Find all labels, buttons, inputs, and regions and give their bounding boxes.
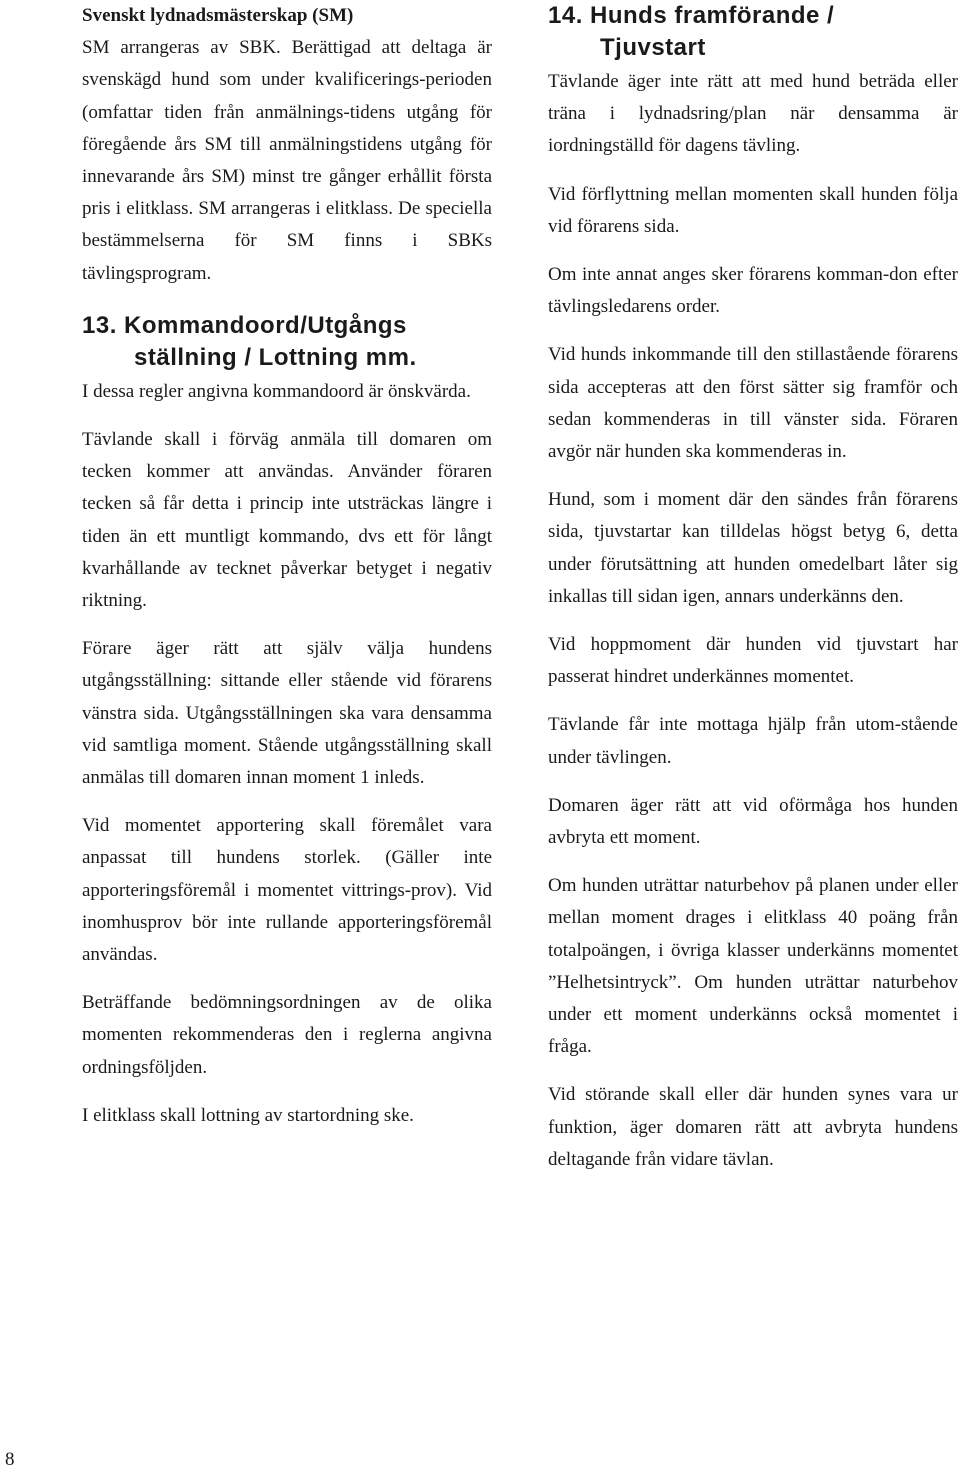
section-14-paragraph-1: Tävlande äger inte rätt att med hund beträda eller träna i lydnadsring/plan när densamma är iordningställd för dagens tävling. [548,71,958,157]
section-14-paragraph-2: Vid förflyttning mellan momenten skall hunden följa vid förarens sida. [548,183,958,237]
section-13-paragraph-3: Förare äger rätt att själv välja hundens utgångsställning: sittande eller stående vid förarens vänstra sida. Utgångsställningen ska vara densamma vid samtliga moment. Stående utgångsställning skall anmälas till domaren innan moment 1 inleds. [82,638,492,789]
section-13-heading-line2: ställning / Lottning mm. [134,343,417,371]
section-14-paragraph-5: Hund, som i moment där den sändes från förarens sida, tjuvstartar kan tilldelas högst betyg 6, detta under förutsättning att hunden omedelbart låter sig inkallas till sidan igen, annars underkänns den. [548,489,958,607]
section-14-paragraph-6: Vid hoppmoment där hunden vid tjuvstart har passerat hindret underkännes momentet. [548,634,958,688]
section-13-heading-line1: 13. Kommandoord/Utgångs [82,311,407,339]
section-14-paragraph-10: Vid störande skall eller där hunden synes vara ur funktion, äger domaren rätt att avbryta hundens deltagande från vidare tävlan. [548,1084,958,1170]
section-13-paragraph-4: Vid momentet apportering skall föremålet vara anpassat till hundens storlek. (Gäller inte apporteringsföremål i momentet vittrings-prov). Vid inomhusprov bör inte rullande apporteringsföremål användas. [82,815,492,966]
left-column [82,0,492,1132]
right-column [548,0,958,1176]
section-13-paragraph-6: I elitklass skall lottning av startordning ske. [82,1104,414,1126]
section-13-heading [82,310,492,374]
section-14-paragraph-8: Domaren äger rätt att vid oförmåga hos hunden avbryta ett moment. [548,794,958,849]
sm-title: Svenskt lydnadsmästerskap (SM) [82,5,354,26]
page-number: 8 [5,1449,15,1470]
sm-paragraph [82,0,492,290]
section-14-paragraph-4: Vid hunds inkommande till den stillastående förarens sida accepteras att den först sätter sig framför och sedan kommenderas in till vänster sida. Föraren avgör när hunden ska kommenderas in. [548,344,958,463]
section-13-paragraph-1: I dessa regler angivna kommandoord är önskvärda. [82,380,471,402]
section-14-heading [548,0,958,64]
section-14-heading-line2: Tjuvstart [600,34,706,61]
sm-text: SM arrangeras av SBK. Berättigad att deltaga är svenskägd hund som under kvalificerings-perioden (omfattar tiden från anmälnings-tidens utgång för föregående års SM till anmälningstidens utgång för innevarande års SM) minst tre gånger erhållit första pris i elitklass. SM arrangeras i elitklass. De speciella bestämmelserna för SM finns i SBKs tävlingsprogram. [82,37,492,284]
section-13-paragraph-5: Beträffande bedömningsordningen av de olika momenten rekommenderas den i reglerna angivna ordningsföljden. [82,992,492,1078]
section-14-paragraph-9: Om hunden uträttar naturbehov på planen under eller mellan moment drages i elitklass 40 poäng från totalpoängen, i övriga klasser underkänns momentet ”Helhetsintryck”. Om hunden uträttar naturbehov under ett moment underkänns också momentet i fråga. [548,875,958,1058]
section-14-heading-line1: 14. Hunds framförande / [548,2,835,29]
section-14-paragraph-7: Tävlande får inte mottaga hjälp från utom-stående under tävlingen. [548,714,958,768]
section-14-paragraph-3: Om inte annat anges sker förarens komman-don efter tävlingsledarens order. [548,264,958,318]
section-13-paragraph-2: Tävlande skall i förväg anmäla till domaren om tecken kommer att användas. Använder föraren tecken så får detta i princip inte utsträckas längre i tiden än ett muntligt kommando, dvs ett för långt kvarhållande av tecknet påverkar betyget i negativ riktning. [82,429,492,612]
